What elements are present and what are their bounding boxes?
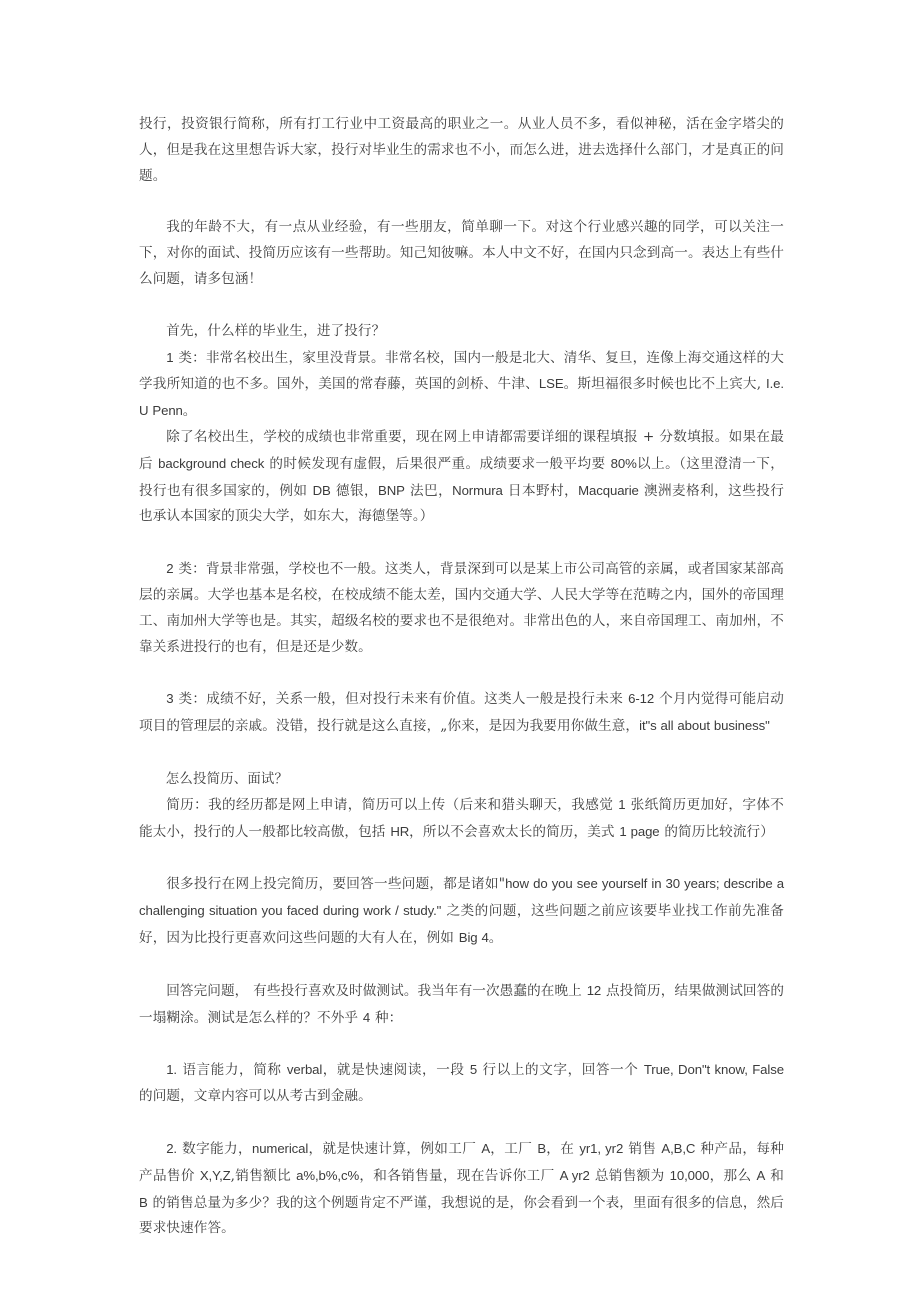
latin-run: A yr2 xyxy=(559,1167,590,1183)
paragraph-text: 2 类：背景非常强，学校也不一般。这类人，背景深到可以是某上市公司高管的亲属，或者国家某部高层的亲属。大学也基本是名校，在校成绩不能太差，国内交通大学、人民大学等在范畴之内，国外的帝国理工、南加州大学等也是。其实，超级名校的要求也不是很绝对。非常出色的人，来自帝国理工、南加州，不靠关系进投行的也有，但是还是少数。 xyxy=(139,561,784,655)
latin-run: verbal xyxy=(286,1062,323,1078)
latin-run: it"s all about business" xyxy=(639,718,770,734)
latin-run: B xyxy=(537,1140,547,1156)
latin-run: 3 xyxy=(166,691,174,707)
paragraph-12-verbal-test xyxy=(139,1057,784,1110)
latin-run: Big 4 xyxy=(458,929,489,945)
latin-run: 1 xyxy=(166,349,174,365)
paragraph-6-category-2 xyxy=(139,556,784,660)
paragraph-text: 怎么投简历、面试？ xyxy=(165,770,289,786)
latin-run: 5 xyxy=(469,1062,478,1078)
paragraph-text: 简历：我的经历都是网上申请，简历可以上传（后来和猎头聊天，我感觉 1 张纸简历更加好，字体不能太小，投行的人一般都比较高傲，包括 HR，所以不会喜欢太长的简历，美式 1 page 的简历比较流行） xyxy=(139,796,784,840)
paragraph-13-numerical-test xyxy=(139,1136,784,1242)
latin-run: 10,000 xyxy=(669,1167,710,1183)
latin-run: BNP xyxy=(378,482,405,498)
latin-run: numerical xyxy=(251,1140,309,1156)
paragraph-text: 投行，投资银行简称，所有打工行业中工资最高的职业之一。从业人员不多，看似神秘，活在金字塔尖的人，但是我在这里想告诉大家，投行对毕业生的需求也不小，而怎么进，进去选择什么部门，才是真正的问题。 xyxy=(139,116,784,184)
latin-run: yr1, yr2 xyxy=(579,1140,624,1156)
paragraph-4-category-1 xyxy=(139,345,784,425)
latin-run: 1. xyxy=(166,1062,177,1078)
paragraph-10-online-questions xyxy=(139,871,784,951)
latin-run: Normura xyxy=(452,482,503,498)
latin-run: 2. xyxy=(166,1140,177,1156)
latin-run: Macquarie xyxy=(578,482,639,498)
paragraph-text: 很多投行在网上投完简历，要回答一些问题，都是诸如"how do you see yourself in 30 years; describe a challenging situation you faced during work / study." 之类的问题，这些问题之前应该要毕业找工作前先准备好，因为比投行更喜欢问这些问题的大有人在，例如 Big 4。 xyxy=(139,876,784,946)
paragraph-spacer xyxy=(139,293,784,319)
latin-run: True, Don"t know, False xyxy=(643,1062,784,1078)
latin-run: I.e. U Penn xyxy=(139,376,784,419)
latin-run: A xyxy=(481,1140,491,1156)
paragraph-7-category-3 xyxy=(139,686,784,740)
latin-run: how do you see yourself in 30 years; describe a challenging situation you faced during work / study." xyxy=(139,876,784,919)
paragraph-spacer xyxy=(139,660,784,686)
paragraph-text: 我的年龄不大，有一点从业经验，有一些朋友，简单聊一下。对这个行业感兴趣的同学，可以关注一下，对你的面试、投简历应该有一些帮助。知己知彼嘛。本人中文不好，在国内只念到高一。表达上有些什么问题，请多包涵！ xyxy=(139,219,784,287)
latin-run: 1 page xyxy=(619,823,660,839)
latin-run: 4 xyxy=(362,1009,371,1025)
paragraph-text: 回答完问题， 有些投行喜欢及时做测试。我当年有一次愚蠢的在晚上 12 点投简历，结果做测试回答的一塌糊涂。测试是怎么样的？不外乎 4 种： xyxy=(139,982,785,1026)
paragraph-spacer xyxy=(139,1031,784,1057)
paragraph-text: 除了名校出生，学校的成绩也非常重要，现在网上申请都需要详细的课程填报 + 分数填报。如果在最后 background check 的时候发现有虚假，后果很严重。成绩要求一般平均要 80%以上。（这里澄清一下，投行也有很多国家的，例如 DB 德银，BNP 法巴，Normura 日本野村，Macquarie 澳洲麦格利，这些投行也承认本国家的顶尖大学，如东大，海德堡等。） xyxy=(139,428,784,525)
latin-run: DB xyxy=(312,482,331,498)
paragraph-text: 1. 语言能力，简称 verbal，就是快速阅读，一段 5 行以上的文字，回答一个 True, Don"t know, False 的问题，文章内容可以从考古到金融。 xyxy=(139,1062,784,1105)
paragraph-1 xyxy=(139,112,784,189)
document-text-body xyxy=(139,112,784,1242)
latin-run: LSE xyxy=(538,376,564,392)
paragraph-text: 2. 数字能力，numerical，就是快速计算，例如工厂 A，工厂 B，在 yr1, yr2 销售 A,B,C 种产品，每种产品售价 X,Y,Z,销售额比 a%,b%,c%，和各销售量，现在告诉你工厂 A yr2 总销售额为 10,000，那么 A 和 B 的销售总量为多少？我的这个例题肯定不严谨，我想说的是，你会看到一个表，里面有很多的信息，然后要求快速作答。 xyxy=(139,1140,784,1237)
latin-run: 80% xyxy=(610,455,637,471)
latin-run: 1 xyxy=(618,796,626,812)
paragraph-text: 1 类：非常名校出生，家里没背景。非常名校，国内一般是北大、清华、复旦，连像上海交通这样的大学我所知道的也不多。国外，美国的常春藤，英国的剑桥、牛津、LSE。斯坦福很多时候也比不上宾大, I.e. U Penn。 xyxy=(139,349,784,420)
paragraph-11-tests-intro xyxy=(139,978,784,1032)
latin-run: HR xyxy=(390,823,410,839)
latin-run: a%,b%,c% xyxy=(296,1167,360,1183)
paragraph-text: 首先，什么样的毕业生，进了投行？ xyxy=(166,322,386,339)
latin-run: A,B,C xyxy=(661,1140,696,1156)
latin-run: 2 xyxy=(166,561,174,577)
paragraph-spacer xyxy=(139,530,784,556)
paragraph-spacer xyxy=(139,952,784,978)
latin-run: X,Y,Z xyxy=(199,1167,231,1183)
paragraph-9-resume xyxy=(139,792,784,846)
latin-run: A xyxy=(756,1167,766,1183)
paragraph-8-section-heading xyxy=(139,766,784,792)
paragraph-2 xyxy=(139,215,784,292)
latin-run: 6-12 xyxy=(628,691,655,707)
paragraph-5-grades xyxy=(139,425,784,530)
latin-run: background check xyxy=(158,455,265,471)
latin-run: 12 xyxy=(586,982,602,998)
paragraph-spacer xyxy=(139,1110,784,1136)
paragraph-text: 3 类：成绩不好，关系一般，但对投行未来有价值。这类人一般是投行未来 6-12 个月内觉得可能启动项目的管理层的亲戚。没错，投行就是这么直接，„你来，是因为我要用你做生意，it"s all about business" xyxy=(139,691,784,735)
latin-run: B xyxy=(139,1194,148,1210)
paragraph-spacer xyxy=(139,845,784,871)
paragraph-spacer xyxy=(139,740,784,766)
paragraph-3-heading-question xyxy=(139,319,784,345)
paragraph-spacer xyxy=(139,189,784,215)
